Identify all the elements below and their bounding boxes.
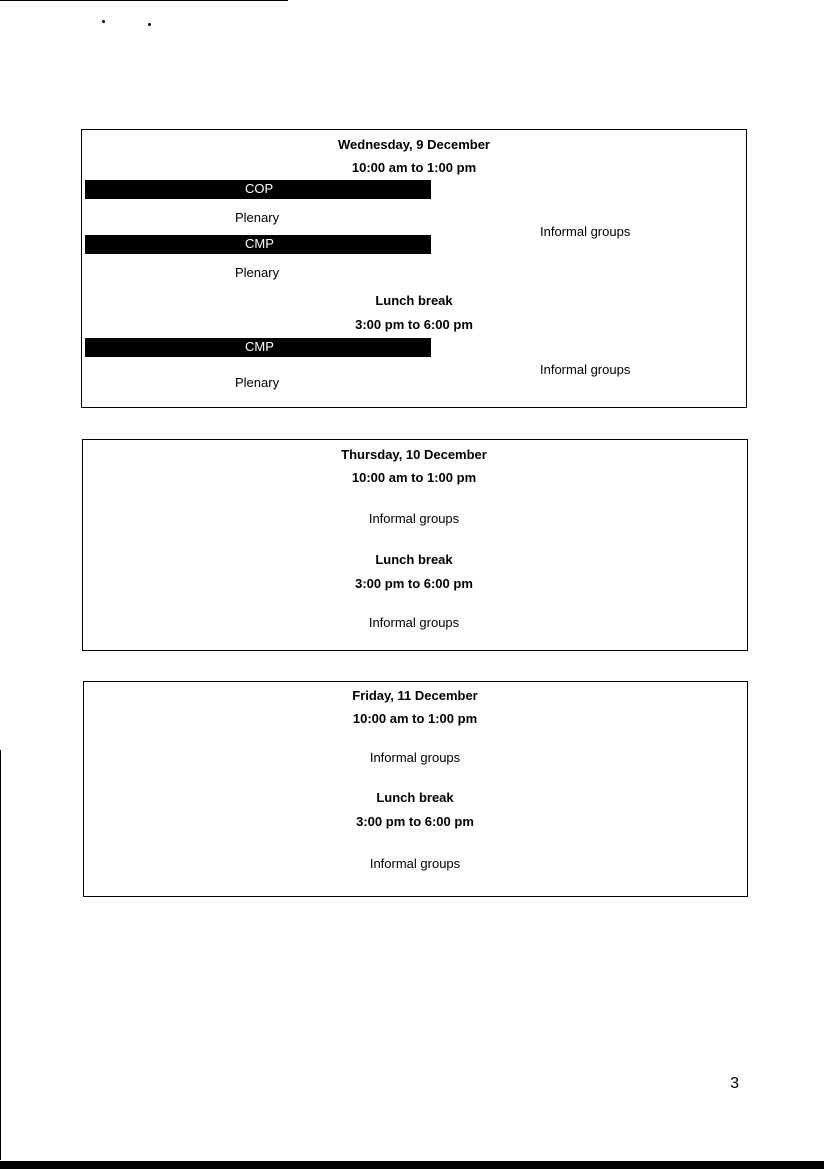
session-time: 3:00 pm to 6:00 pm [355,576,473,591]
lunch-break: Lunch break [375,552,453,567]
day-schedule-thursday [82,439,748,651]
body-label: CMP [245,236,274,251]
day-date: Thursday, 10 December [341,447,487,462]
lunch-break: Lunch break [376,790,454,805]
top-rule [0,0,288,1]
scan-edge [0,750,1,1160]
body-bar-cmp [85,235,431,254]
session-time: 3:00 pm to 6:00 pm [355,317,473,332]
day-schedule-friday [83,681,748,897]
meeting-type: Plenary [235,210,280,225]
body-label: CMP [245,339,274,354]
meeting-type: Plenary [235,265,280,280]
body-bar-cmp [85,338,431,357]
speck-dot [102,20,105,23]
bottom-rule [0,1161,824,1169]
day-date: Wednesday, 9 December [338,137,490,152]
side-activity: Informal groups [540,362,631,377]
side-activity: Informal groups [540,224,631,239]
session-time: 10:00 am to 1:00 pm [352,711,478,726]
session-time: 10:00 am to 1:00 pm [351,470,477,485]
day-schedule-wednesday [81,129,747,408]
body-label: COP [245,181,274,196]
activity: Informal groups [368,511,460,526]
session-time: 10:00 am to 1:00 pm [351,160,477,175]
activity: Informal groups [369,856,461,871]
body-bar-cop [85,180,431,199]
day-date: Friday, 11 December [352,688,478,703]
lunch-break: Lunch break [375,293,453,308]
session-time: 3:00 pm to 6:00 pm [356,814,474,829]
meeting-type: Plenary [235,375,280,390]
activity: Informal groups [369,750,461,765]
page-number: 3 [730,1075,739,1092]
activity: Informal groups [368,615,460,630]
speck-dot [148,23,151,26]
